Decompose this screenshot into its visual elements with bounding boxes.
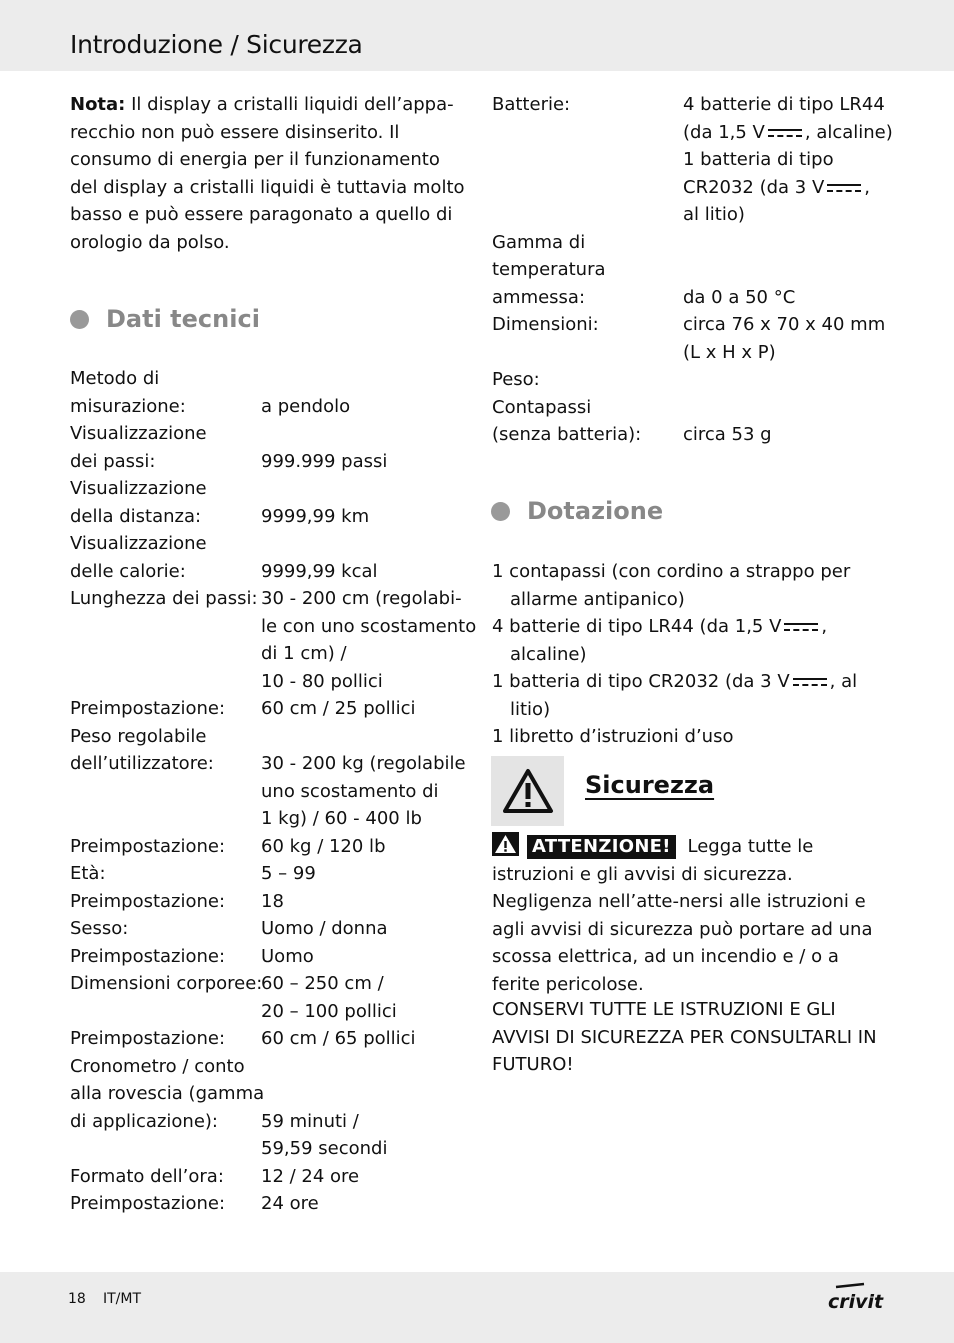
list-item bbox=[492, 613, 892, 668]
spec-value: 59,59 secondi bbox=[261, 1138, 388, 1159]
spec-value: al litio) bbox=[683, 204, 745, 225]
spec-value: Uomo bbox=[261, 945, 314, 967]
spec-label: Batterie: bbox=[492, 94, 571, 115]
spec-label: Formato dell’ora: bbox=[70, 1165, 224, 1187]
contents-heading-text: Dotazione bbox=[527, 497, 664, 525]
spec-label: misurazione: bbox=[70, 395, 186, 417]
page-number: 18 bbox=[68, 1291, 86, 1307]
spec-value: 20 – 100 pollici bbox=[261, 1000, 397, 1022]
spec-value: le con uno scostamento bbox=[261, 615, 477, 637]
contents-heading bbox=[491, 497, 663, 525]
spec-value: (L x H x P) bbox=[683, 341, 776, 363]
page-title: Introduzione / Sicurezza bbox=[70, 30, 363, 59]
spec-label: Preimpostazione: bbox=[70, 1028, 226, 1049]
spec-value bbox=[683, 174, 870, 202]
spec-label: Preimpostazione: bbox=[70, 945, 226, 967]
warning-paragraph bbox=[492, 832, 887, 998]
spec-value: 1 kg) / 60 - 400 lb bbox=[261, 808, 422, 829]
spec-value: 24 ore bbox=[261, 1193, 319, 1214]
spec-label: Preimpostazione: bbox=[70, 890, 226, 912]
keep-instructions-text: CONSERVI TUTTE LE ISTRUZIONI E GLI AVVISI DI SICUREZZA PER CONSULTARLI IN FUTURO! bbox=[492, 999, 877, 1075]
spec-label: Metodo di bbox=[70, 368, 160, 389]
crivit-logo bbox=[826, 1281, 886, 1315]
spec-label: Dimensioni corporee: bbox=[70, 973, 263, 994]
spec-label: della distanza: bbox=[70, 505, 202, 527]
safety-heading: Sicurezza bbox=[585, 771, 715, 799]
spec-label: alla rovescia (gamma bbox=[70, 1083, 265, 1104]
spec-label: dei passi: bbox=[70, 450, 156, 472]
list-item bbox=[492, 558, 892, 613]
spec-label: (senza batteria): bbox=[492, 424, 642, 445]
spec-label: Dimensioni: bbox=[492, 314, 599, 335]
list-item-text: 1 batteria di tipo CR2032 (da 3 V bbox=[492, 671, 790, 692]
list-item-text: 1 contapassi (con cordino a strappo per allarme antipanico) bbox=[492, 561, 851, 610]
spec-label: Gamma di bbox=[492, 231, 586, 253]
spec-label: Peso: bbox=[492, 369, 540, 390]
spec-value: da 0 a 50 °C bbox=[683, 286, 796, 308]
warning-text: Legga tutte le istruzioni e gli avvisi di sicurezza. Negligenza nell’atte-nersi alle istruzioni e agli avvisi di sicurezza può portare ad una scossa elettrica, ad un incendio e / o a ferite pericolose. bbox=[492, 836, 873, 995]
spec-label: Cronometro / conto bbox=[70, 1055, 245, 1077]
spec-label: di applicazione): bbox=[70, 1110, 218, 1132]
spec-value: 999.999 passi bbox=[261, 450, 388, 472]
spec-label: Sesso: bbox=[70, 918, 129, 939]
note-text: Il display a cristalli liquidi dell’appa-recchio non può essere disinserito. Il consumo di energia per il funzionamento del display a cristalli liquidi è tuttavia molto basso e può essere paragonato a quello di orologio da polso. bbox=[70, 94, 465, 253]
spec-value: circa 76 x 70 x 40 mm bbox=[683, 314, 886, 335]
note-paragraph bbox=[70, 91, 470, 256]
spec-value: Uomo / donna bbox=[261, 918, 388, 939]
dc-symbol-icon bbox=[784, 621, 818, 633]
spec-value: 60 – 250 cm / bbox=[261, 973, 384, 994]
spec-label: dell’utilizzatore: bbox=[70, 753, 214, 774]
spec-value: 1 batteria di tipo bbox=[683, 149, 834, 170]
list-item-text: 4 batterie di tipo LR44 (da 1,5 V bbox=[492, 616, 782, 637]
svg-text:crivit: crivit bbox=[828, 1291, 884, 1313]
dc-symbol-icon bbox=[827, 182, 861, 194]
spec-value: 9999,99 km bbox=[261, 505, 370, 527]
spec-value: 18 bbox=[261, 890, 284, 912]
language-code: IT/MT bbox=[103, 1291, 142, 1307]
footer-band bbox=[0, 1272, 954, 1343]
spec-value: di 1 cm) / bbox=[261, 643, 347, 664]
spec-value: circa 53 g bbox=[683, 424, 772, 445]
spec-label: temperatura bbox=[492, 259, 606, 280]
bullet-dot-icon bbox=[491, 502, 510, 521]
tech-heading bbox=[70, 305, 260, 333]
spec-value: 9999,99 kcal bbox=[261, 560, 378, 582]
spec-value: uno scostamento di bbox=[261, 780, 439, 802]
dc-symbol-icon bbox=[793, 676, 827, 688]
spec-label: Lunghezza dei passi: bbox=[70, 588, 258, 609]
spec-value: 60 kg / 120 lb bbox=[261, 835, 386, 857]
spec-value: 60 cm / 25 pollici bbox=[261, 698, 416, 719]
spec-label: Visualizzazione bbox=[70, 533, 207, 554]
dc-symbol-icon bbox=[768, 127, 802, 139]
spec-value: 10 - 80 pollici bbox=[261, 670, 383, 692]
spec-label: ammessa: bbox=[492, 286, 586, 308]
spec-value: 30 - 200 kg (regolabile bbox=[261, 753, 466, 774]
spec-label: Preimpostazione: bbox=[70, 1193, 226, 1214]
spec-value: 60 cm / 65 pollici bbox=[261, 1028, 416, 1049]
spec-value-text: CR2032 (da 3 V bbox=[683, 176, 825, 198]
note-label: Nota: bbox=[70, 94, 126, 115]
warning-small-icon bbox=[492, 832, 519, 856]
spec-value bbox=[683, 119, 893, 147]
spec-label: Visualizzazione bbox=[70, 478, 207, 499]
spec-value-text: , bbox=[864, 176, 871, 198]
spec-label: Preimpostazione: bbox=[70, 698, 226, 719]
contents-list bbox=[492, 558, 892, 751]
spec-value: a pendolo bbox=[261, 395, 351, 417]
spec-value: 12 / 24 ore bbox=[261, 1165, 360, 1187]
list-item-text: , al litio) bbox=[510, 671, 858, 720]
tech-heading-text: Dati tecnici bbox=[106, 305, 260, 333]
spec-value-text: (da 1,5 V bbox=[683, 121, 765, 143]
warning-badge: ATTENZIONE! bbox=[527, 835, 676, 859]
spec-value: 59 minuti / bbox=[261, 1110, 359, 1132]
spec-value: 5 – 99 bbox=[261, 863, 316, 884]
spec-label: delle calorie: bbox=[70, 560, 186, 582]
warning-triangle-icon bbox=[491, 756, 564, 826]
spec-label: Visualizzazione bbox=[70, 423, 207, 444]
spec-label: Preimpostazione: bbox=[70, 835, 226, 857]
list-item-text: 1 libretto d’istruzioni d’uso bbox=[492, 726, 734, 747]
list-item-text: , alcaline) bbox=[510, 616, 828, 665]
list-item bbox=[492, 668, 892, 723]
spec-label: Contapassi bbox=[492, 396, 592, 418]
spec-label: Età: bbox=[70, 863, 106, 884]
bullet-dot-icon bbox=[70, 310, 89, 329]
list-item bbox=[492, 723, 892, 751]
spec-label: Peso regolabile bbox=[70, 725, 207, 747]
spec-value: 4 batterie di tipo LR44 bbox=[683, 94, 885, 115]
spec-value-text: , alcaline) bbox=[804, 121, 893, 143]
spec-value: 30 - 200 cm (regolabi- bbox=[261, 588, 462, 609]
